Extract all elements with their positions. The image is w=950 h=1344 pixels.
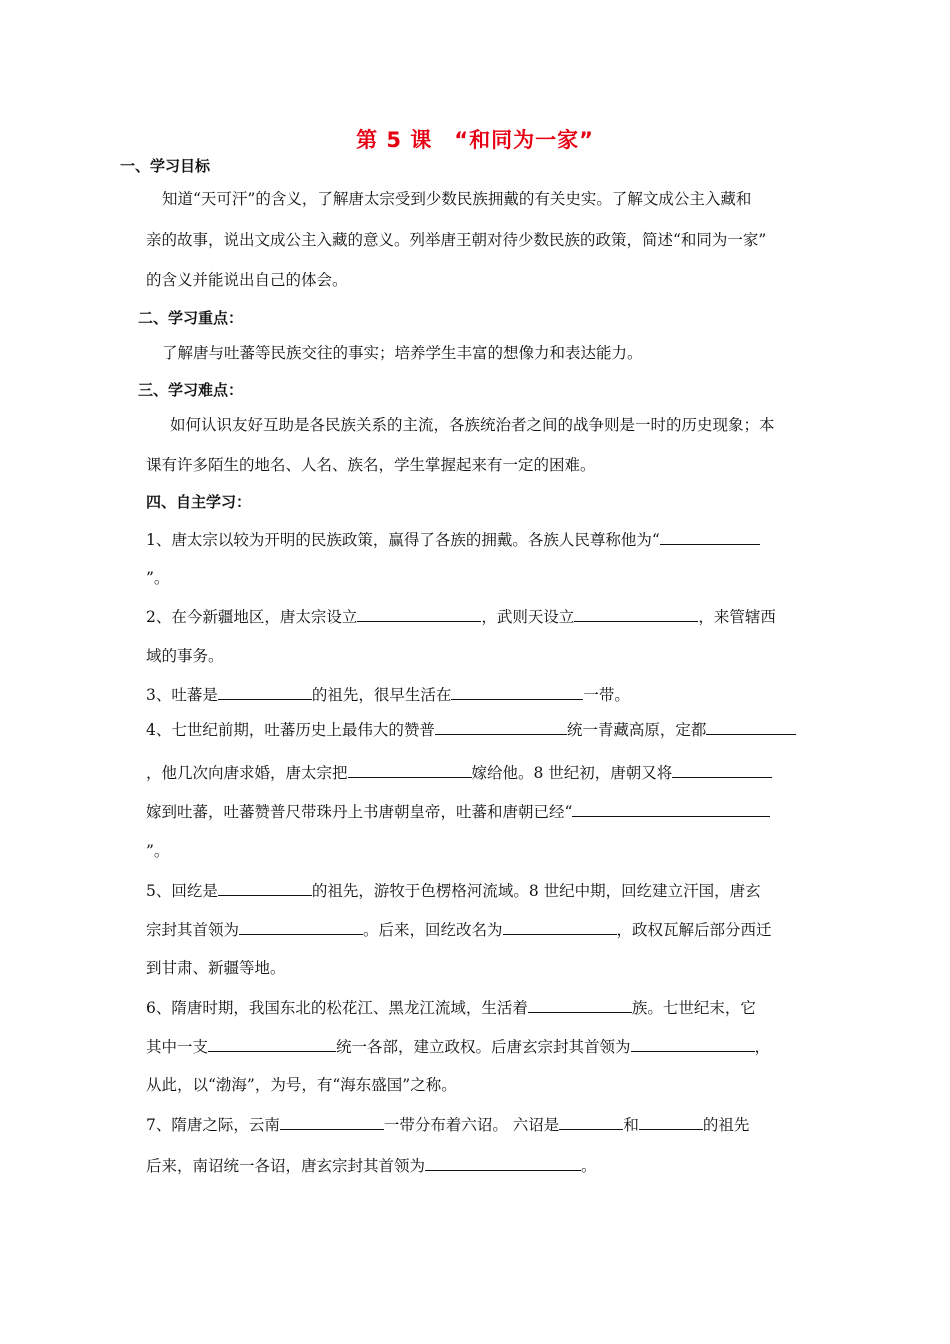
question-1-line-1 [146, 528, 760, 550]
q5-blank-3[interactable] [503, 918, 617, 935]
q1-text-a: 1、唐太宗以较为开明的民族政策，赢得了各族的拥戴。各族人民尊称他为“ [146, 531, 660, 549]
q3-text-b: 的祖先，很早生活在 [311, 686, 452, 704]
question-2-line-1 [146, 605, 776, 627]
q6-text-c: 其中一支 [146, 1038, 209, 1056]
difficult-line-2: 课有许多陌生的地名、人名、族名，学生掌握起来有一定的困难。 [146, 456, 596, 474]
q2-text-c: ，来管辖西 [698, 608, 776, 626]
question-4-line-3 [146, 800, 770, 822]
q6-blank-1[interactable] [528, 996, 632, 1013]
question-5-line-3: 到甘肃、新疆等地。 [146, 959, 286, 977]
q4-text-b: 统一青藏高原，定都 [566, 721, 707, 739]
q7-blank-3[interactable] [639, 1113, 703, 1130]
q5-text-c: 宗封其首领为 [146, 921, 240, 939]
q5-blank-2[interactable] [239, 918, 363, 935]
q5-blank-1[interactable] [218, 879, 312, 896]
q7-text-a: 7、隋唐之际，云南 [146, 1116, 280, 1134]
question-6-line-1 [146, 996, 756, 1018]
q1-blank-1[interactable] [660, 528, 760, 545]
q4-text-d: 嫁给他。8 世纪初，唐朝又将 [471, 764, 673, 782]
q5-text-a: 5、回纥是 [146, 882, 218, 900]
question-1-line-2: ”。 [146, 569, 170, 587]
q2-blank-2[interactable] [574, 605, 698, 622]
q6-text-a: 6、隋唐时期，我国东北的松花江、黑龙江流域，生活着 [146, 999, 528, 1017]
q2-text-b: ，武则天设立 [481, 608, 575, 626]
question-7-line-2 [146, 1154, 597, 1176]
q2-blank-1[interactable] [357, 605, 481, 622]
q4-text-e: 嫁到吐蕃，吐蕃赞普尺带珠丹上书唐朝皇帝，吐蕃和唐朝已经“ [146, 803, 573, 821]
q4-blank-3[interactable] [348, 761, 472, 778]
self-study-heading: 四、自主学习： [146, 493, 252, 511]
q7-text-c: 和 [623, 1116, 639, 1134]
question-3-line-1 [146, 683, 630, 705]
question-6-line-2 [146, 1035, 770, 1057]
q7-blank-1[interactable] [280, 1113, 384, 1130]
q6-text-b: 族。七世纪末，它 [631, 999, 756, 1017]
q6-text-e: ， [754, 1038, 771, 1056]
q4-blank-2[interactable] [706, 718, 796, 735]
goals-line-3: 的含义并能说出自己的体会。 [146, 271, 348, 289]
difficult-line-1: 如何认识友好互助是各民族关系的主流，各族统治者之间的战争则是一时的历史现象；本 [170, 416, 775, 434]
question-4-line-2 [146, 761, 772, 783]
goals-heading: 一、学习目标 [120, 157, 211, 175]
q3-blank-1[interactable] [218, 683, 312, 700]
q5-text-d: 。后来，回纥改名为 [363, 921, 503, 939]
question-4-line-4: ”。 [146, 842, 170, 860]
q7-text-b: 一带分布着六诏。 六诏是 [383, 1116, 560, 1134]
q6-text-d: 统一各部，建立政权。后唐玄宗封其首领为 [336, 1038, 631, 1056]
question-4-line-1 [146, 718, 796, 740]
q3-blank-2[interactable] [451, 683, 583, 700]
q4-blank-5[interactable] [572, 800, 770, 817]
question-5-line-1 [146, 879, 761, 901]
goals-line-1: 知道“天可汗”的含义，了解唐太宗受到少数民族拥戴的有关史实。了解文成公主入藏和 [162, 190, 752, 208]
q4-text-a: 4、七世纪前期，吐蕃历史上最伟大的赞普 [146, 721, 435, 739]
question-5-line-2 [146, 918, 772, 940]
question-6-line-3: 从此，以“渤海”，为号，有“海东盛国”之称。 [146, 1076, 457, 1094]
question-2-line-2: 域的事务。 [146, 647, 224, 665]
q6-blank-2[interactable] [208, 1035, 336, 1052]
goals-line-2: 亲的故事，说出文成公主入藏的意义。列举唐王朝对待少数民族的政策，简述“和同为一家” [146, 231, 767, 249]
q7-text-d: 的祖先 [702, 1116, 750, 1134]
q5-text-e: ，政权瓦解后部分西迁 [616, 921, 772, 939]
q2-text-a: 2、在今新疆地区，唐太宗设立 [146, 608, 358, 626]
q7-text-e: 后来，南诏统一各诏，唐玄宗封其首领为 [146, 1157, 426, 1175]
q7-blank-2[interactable] [559, 1113, 623, 1130]
q4-text-c: ，他几次向唐求婚，唐太宗把 [146, 764, 348, 782]
key-heading: 二、学习重点： [138, 309, 244, 327]
q7-text-f: 。 [581, 1157, 597, 1175]
q4-blank-1[interactable] [435, 718, 567, 735]
q5-text-b: 的祖先，游牧于色楞格河流域。8 世纪中期，回纥建立汗国，唐玄 [311, 882, 761, 900]
q4-blank-4[interactable] [672, 761, 772, 778]
q3-text-c: 一带。 [583, 686, 630, 704]
q6-blank-3[interactable] [631, 1035, 755, 1052]
page-title: 第 5 课 “和同为一家” [356, 128, 594, 152]
q3-text-a: 3、吐蕃是 [146, 686, 218, 704]
difficult-heading: 三、学习难点： [138, 381, 244, 399]
question-7-line-1 [146, 1113, 749, 1135]
q7-blank-4[interactable] [425, 1154, 581, 1171]
key-line-1: 了解唐与吐蕃等民族交往的事实；培养学生丰富的想像力和表达能力。 [162, 344, 643, 362]
